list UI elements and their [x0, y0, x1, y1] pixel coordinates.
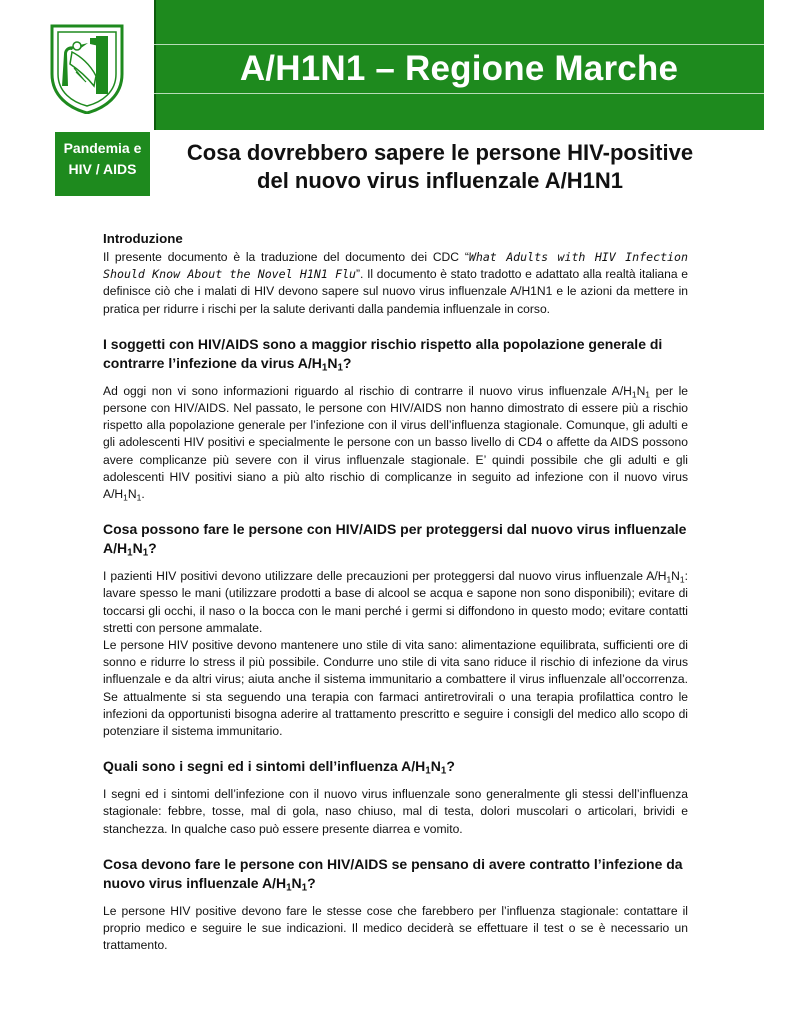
section-paragraph-symptoms: I segni ed i sintomi dell’infezione con il nuovo virus influenzale sono generalmente gli stessi dell’influenza stagionale: febbre, tosse, mal di gola, naso chiuso, mal di testa, dolori muscolari o articolari, brividi e stanchezza. In qualche caso può essere presente diarrea e vomito. [103, 787, 688, 836]
document-title-line1: Cosa dovrebbero sapere le persone HIV-positive [186, 140, 694, 165]
document-body [103, 229, 688, 954]
document-title-line2: del nuovo virus influenzale A/H1N1 [257, 168, 623, 193]
section-paragraph-risk: Ad oggi non vi sono informazioni riguardo al rischio di contrarre il nuovo virus influenzale $A/H_1N_1$ per le persone con HIV/AIDS. Nel passato, le persone con HIV/AIDS non hanno dimostrato di essere più a rischio rispetto alla popolazione generale per l’infezione con il virus dell’influenza stagionale. Comunque, gli adulti e gli adolescenti HIV positivi e specialmente le persone con un basso livello di CD4 o affette da AIDS possono avere complicanze più severe con il virus influenzale stagionale. E’ quindi possibile che gli adulti e gli adolescenti HIV positivi siano a più alto rischio di complicanze in seguito ad infezione con il nuovo virus $A/H_1N_1$. [103, 383, 688, 503]
regione-marche-logo [50, 24, 124, 114]
section-heading-risk: I soggetti con HIV/AIDS sono a maggior rischio rispetto alla popolazione generale di contrarre l’infezione da virus $A/H_1N_1$? [103, 335, 663, 374]
intro-paragraph: Il presente documento è la traduzione del documento dei CDC “What Adults with HIV Infection Should Know About the Novel H1N1 Flu”. Il documento è stato tradotto e adattato alla realtà italiana e definisce ciò che i malati di HIV devono sapere sul nuovo virus influenzale A/H1N1 e le azioni da mettere in pratica per ridurre i rischi per la salute derivanti dalla pandemia influenzale in corso. [103, 250, 688, 316]
section-heading-protection: Cosa possono fare le persone con HIV/AIDS per proteggersi dal nuovo virus influenzale $A/H_1N_1$? [103, 521, 687, 559]
section-tab-line1: Pandemia e [63, 140, 142, 156]
section-heading-what-to-do: Cosa devono fare le persone con HIV/AIDS se pensano di avere contratto l’infezione da nuovo virus influenzale $A/H_1N_1$? [103, 855, 683, 894]
source-document-title: What Adults with HIV Infection Should Know About the Novel H1N1 Flu [103, 250, 688, 282]
section-paragraph-lifestyle: Le persone HIV positive devono mantenere uno stile di vita sano: alimentazione equilibrata, sufficienti ore di sonno e ridurre lo stress il più possibile. Condurre uno stile di vita sano riduce il rischio di infezione da virus influenzale e da altri virus; aiuta anche il sistema immunitario a combattere il virus influenzale all’occorrenza. Se attualmente si sta seguendo una terapia con farmaci antiretrovirali o una terapia profilattica contro le infezioni da opportunisti bisogna aderire al trattamento prescritto e seguire i consigli del medico allo scopo di potenziare il sistema immunitario. [103, 638, 688, 739]
section-tab [55, 132, 150, 196]
section-tab-line2: HIV / AIDS [68, 161, 137, 177]
document-title [160, 139, 720, 195]
section-heading-symptoms: Quali sono i segni ed i sintomi dell’influenza $A/H_1N_1$? [103, 758, 455, 777]
header-title: A/H1N1 – Regione Marche [239, 48, 679, 88]
section-paragraph-what-to-do: Le persone HIV positive devono fare le stesse cose che farebbero per l’influenza stagionale: contattare il proprio medico e seguire le sue indicazioni. Il medico deciderà se effettuare il test o se è necessario un trattamento. [103, 903, 688, 953]
section-paragraph-precautions: I pazienti HIV positivi devono utilizzare delle precauzioni per proteggersi dal nuovo virus influenzale $A/H_1N_1$: lavare spesso le mani (utilizzare prodotti a base di alcool se acqua e sapone non sono disponibili); evitare di toccarsi gli occhi, il naso o la bocca con le mani perché i germi si diffondono in questo modo; evitare contatti stretti con persone ammalate. [103, 569, 688, 635]
intro-heading: Introduzione [103, 231, 183, 246]
header-rule-bottom [154, 93, 764, 94]
